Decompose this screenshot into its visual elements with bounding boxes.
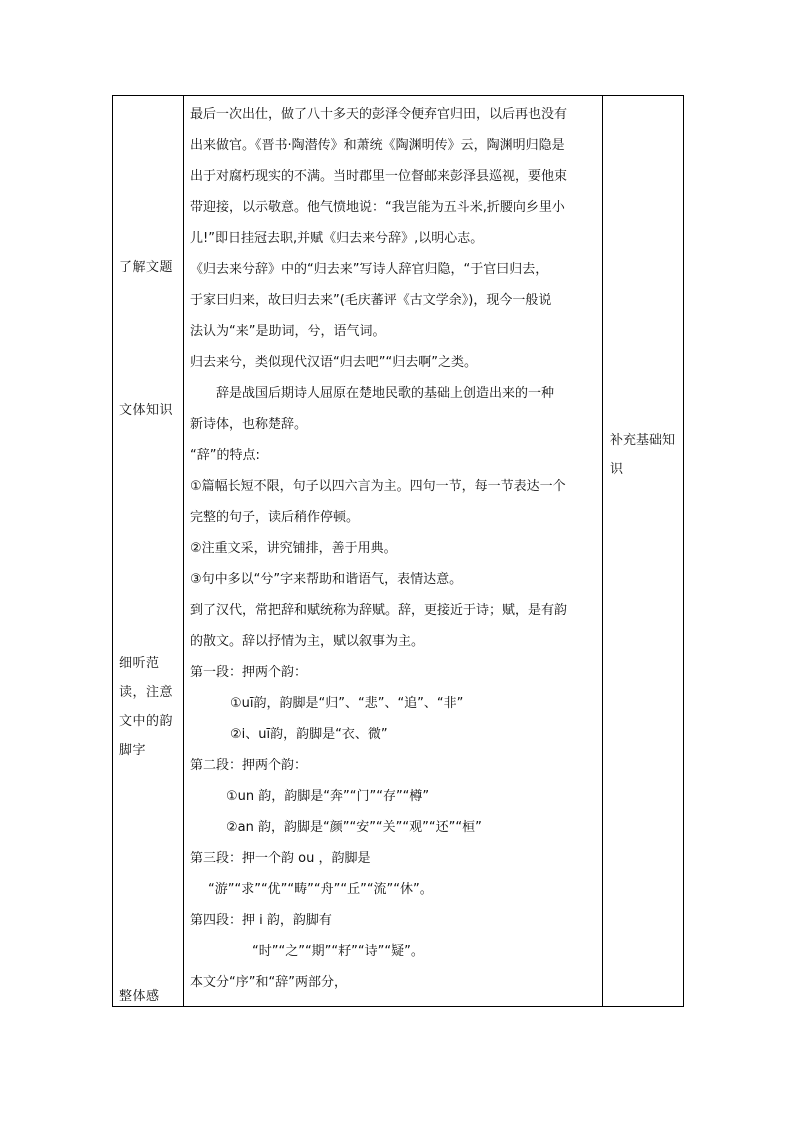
text-line: 《归去来兮辞》中的“归去来”写诗人辞官归隐，“于官曰归去，	[190, 262, 549, 277]
right-column	[603, 96, 684, 1007]
left-column	[113, 96, 184, 1007]
main-column	[184, 96, 603, 1007]
text-line: ①uī韵，韵脚是“归”、“悲”、“追”、“非”	[230, 696, 464, 711]
text-line: 到了汉代，常把辞和赋统称为辞赋。辞，更接近于诗；赋，是有韵	[190, 603, 568, 618]
text-line: 辞是战国后期诗人屈原在楚地民歌的基础上创造出来的一种	[216, 386, 555, 401]
text-line: 新诗体，也称楚辞。	[190, 417, 308, 432]
text-line: 归去来兮，类似现代汉语“归去吧”“归去啊”之类。	[190, 355, 477, 370]
text-line: 第一段：押两个韵：	[190, 665, 308, 680]
text-line: ②注重文采，讲究铺排，善于用典。	[190, 541, 397, 556]
text-line: 最后一次出仕，做了八十多天的彭泽令便弃官归田，以后再也没有	[190, 107, 568, 122]
text-line: “辞”的特点:	[190, 448, 260, 463]
text-line: 法认为“来”是助词，兮，语气词。	[190, 324, 386, 339]
text-line: 第二段：押两个韵：	[190, 758, 308, 773]
text-line: ①篇幅长短不限，句子以四六言为主。四句一节，每一节表达一个	[190, 479, 566, 494]
label-genre-knowledge: 文体知识	[119, 403, 174, 418]
text-line: 的散文。辞以抒情为主，赋以叙事为主。	[190, 634, 425, 649]
text-line: ①un 韵，韵脚是“奔”“门”“存”“樽”	[226, 789, 430, 804]
text-line: ②i、uī韵，韵脚是“衣、微”	[230, 727, 388, 742]
label-listen-reading: 细听范读，注意文中的韵脚字	[119, 656, 174, 758]
main-text	[184, 96, 602, 998]
text-line: 本文分“序”和“辞”两部分，	[190, 975, 347, 990]
text-line: “时”“之”“期”“耔”“诗”“疑”。	[252, 944, 424, 959]
lesson-table	[112, 95, 684, 1007]
text-line: 出于对腐朽现实的不满。当时郡里一位督邮来彭泽县巡视，要他束	[190, 169, 568, 184]
text-line: “游”“求”“优”“畴”“舟”“丘”“流”“休”。	[208, 882, 433, 897]
label-supplement-basics: 补充基础知识	[610, 433, 676, 477]
text-line: ③句中多以“兮”字来帮助和谐语气，表情达意。	[190, 572, 463, 587]
text-line: 出来做官。《晋书·陶潜传》和萧统《陶渊明传》云，陶渊明归隐是	[190, 138, 565, 153]
text-line: 第三段：押一个韵 ou ，韵脚是	[190, 851, 371, 866]
label-overall: 整体感	[119, 989, 160, 1004]
text-line: 第四段：押 i 韵，韵脚有	[190, 913, 332, 928]
text-line: 于家曰归来，故曰归去来”(毛庆蕃评《古文学余》)，现今一般说	[190, 293, 552, 308]
text-line: 完整的句子，读后稍作停顿。	[190, 510, 360, 525]
text-line: 儿!”即日挂冠去职,并赋《归去来兮辞》,以明心志。	[190, 231, 484, 246]
text-line: ②an 韵，韵脚是“颜”“安”“关”“观”“还”“桓”	[226, 820, 482, 835]
label-understand-title: 了解文题	[119, 260, 174, 275]
text-line: 带迎接，以示敬意。他气愤地说：“我岂能为五斗米,折腰向乡里小	[190, 200, 565, 215]
